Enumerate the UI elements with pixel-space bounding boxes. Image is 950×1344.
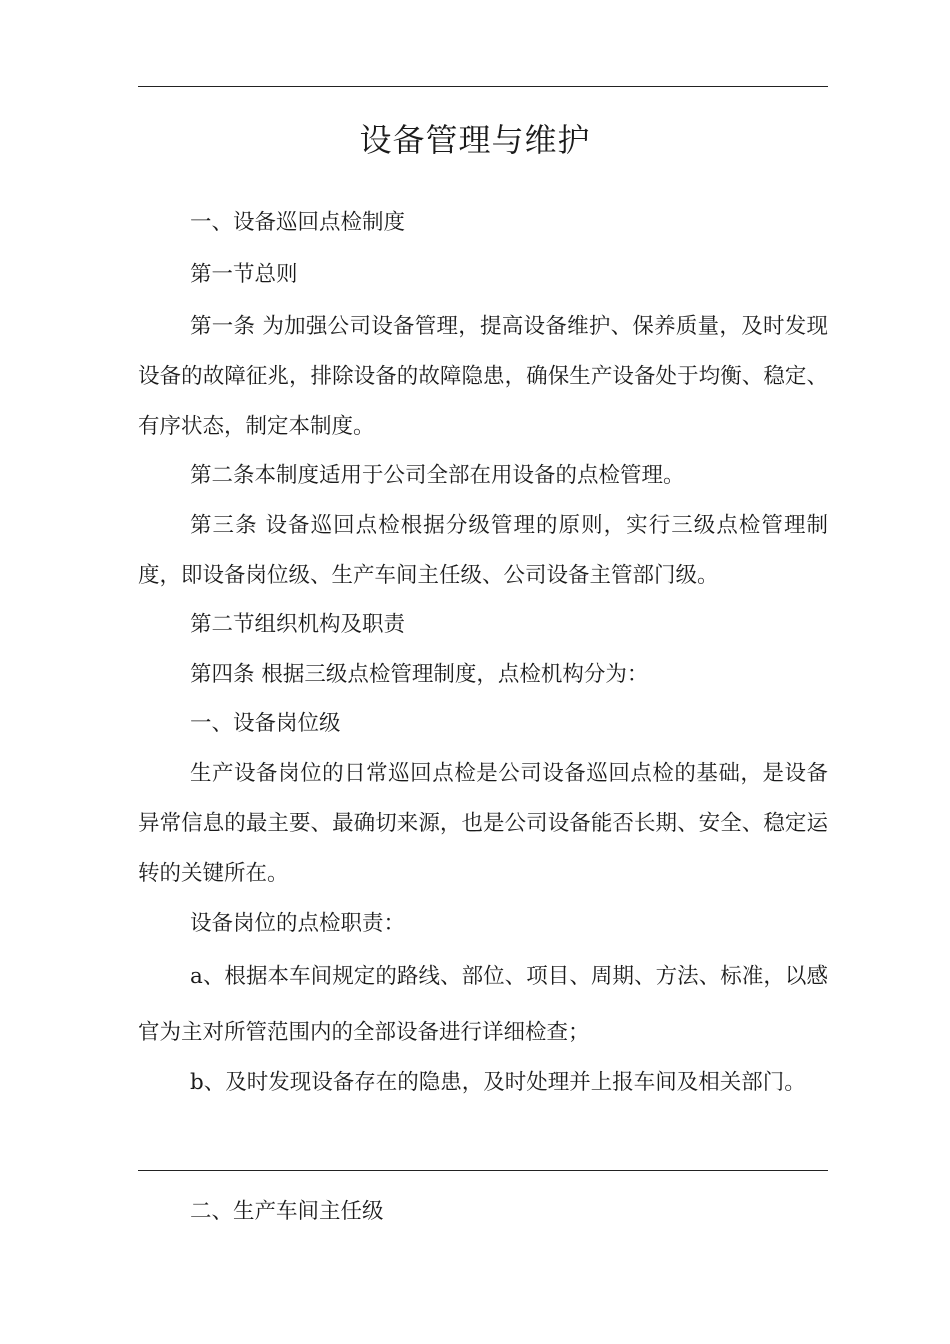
header-rule <box>138 86 828 87</box>
body-paragraph: 生产设备岗位的日常巡回点检是公司设备巡回点检的基础，是设备异常信息的最主要、最确切来源，也是公司设备能否长期、安全、稳定运转的关键所在。 <box>138 761 828 886</box>
chapter-heading: 第二节组织机构及职责 <box>190 612 406 637</box>
list-item: a、根据本车间规定的路线、部位、项目、周期、方法、标准，以感官为主对所管范围内的全部设备进行详细检查； <box>138 964 828 1045</box>
subsection-heading: 一、设备岗位级 <box>190 711 341 736</box>
section-heading: 一、设备巡回点检制度 <box>190 210 406 235</box>
article-paragraph: 第二条本制度适用于公司全部在用设备的点检管理。 <box>190 463 685 488</box>
article-paragraph: 第四条 根据三级点检管理制度，点检机构分为： <box>190 662 649 687</box>
chapter-heading: 第一节总则 <box>190 262 298 287</box>
body-paragraph: 设备岗位的点检职责： <box>190 911 406 936</box>
page-break-rule <box>138 1170 828 1171</box>
article-paragraph: 第一条 为加强公司设备管理，提高设备维护、保养质量，及时发现设备的故障征兆，排除设备的故障隐患，确保生产设备处于均衡、稳定、有序状态，制定本制度。 <box>138 314 828 439</box>
subsection-heading: 二、生产车间主任级 <box>190 1199 384 1224</box>
article-paragraph: 第三条 设备巡回点检根据分级管理的原则，实行三级点检管理制度，即设备岗位级、生产车间主任级、公司设备主管部门级。 <box>138 513 828 588</box>
document-title: 设备管理与维护 <box>359 121 591 159</box>
list-item: b、及时发现设备存在的隐患，及时处理并上报车间及相关部门。 <box>190 1070 806 1095</box>
